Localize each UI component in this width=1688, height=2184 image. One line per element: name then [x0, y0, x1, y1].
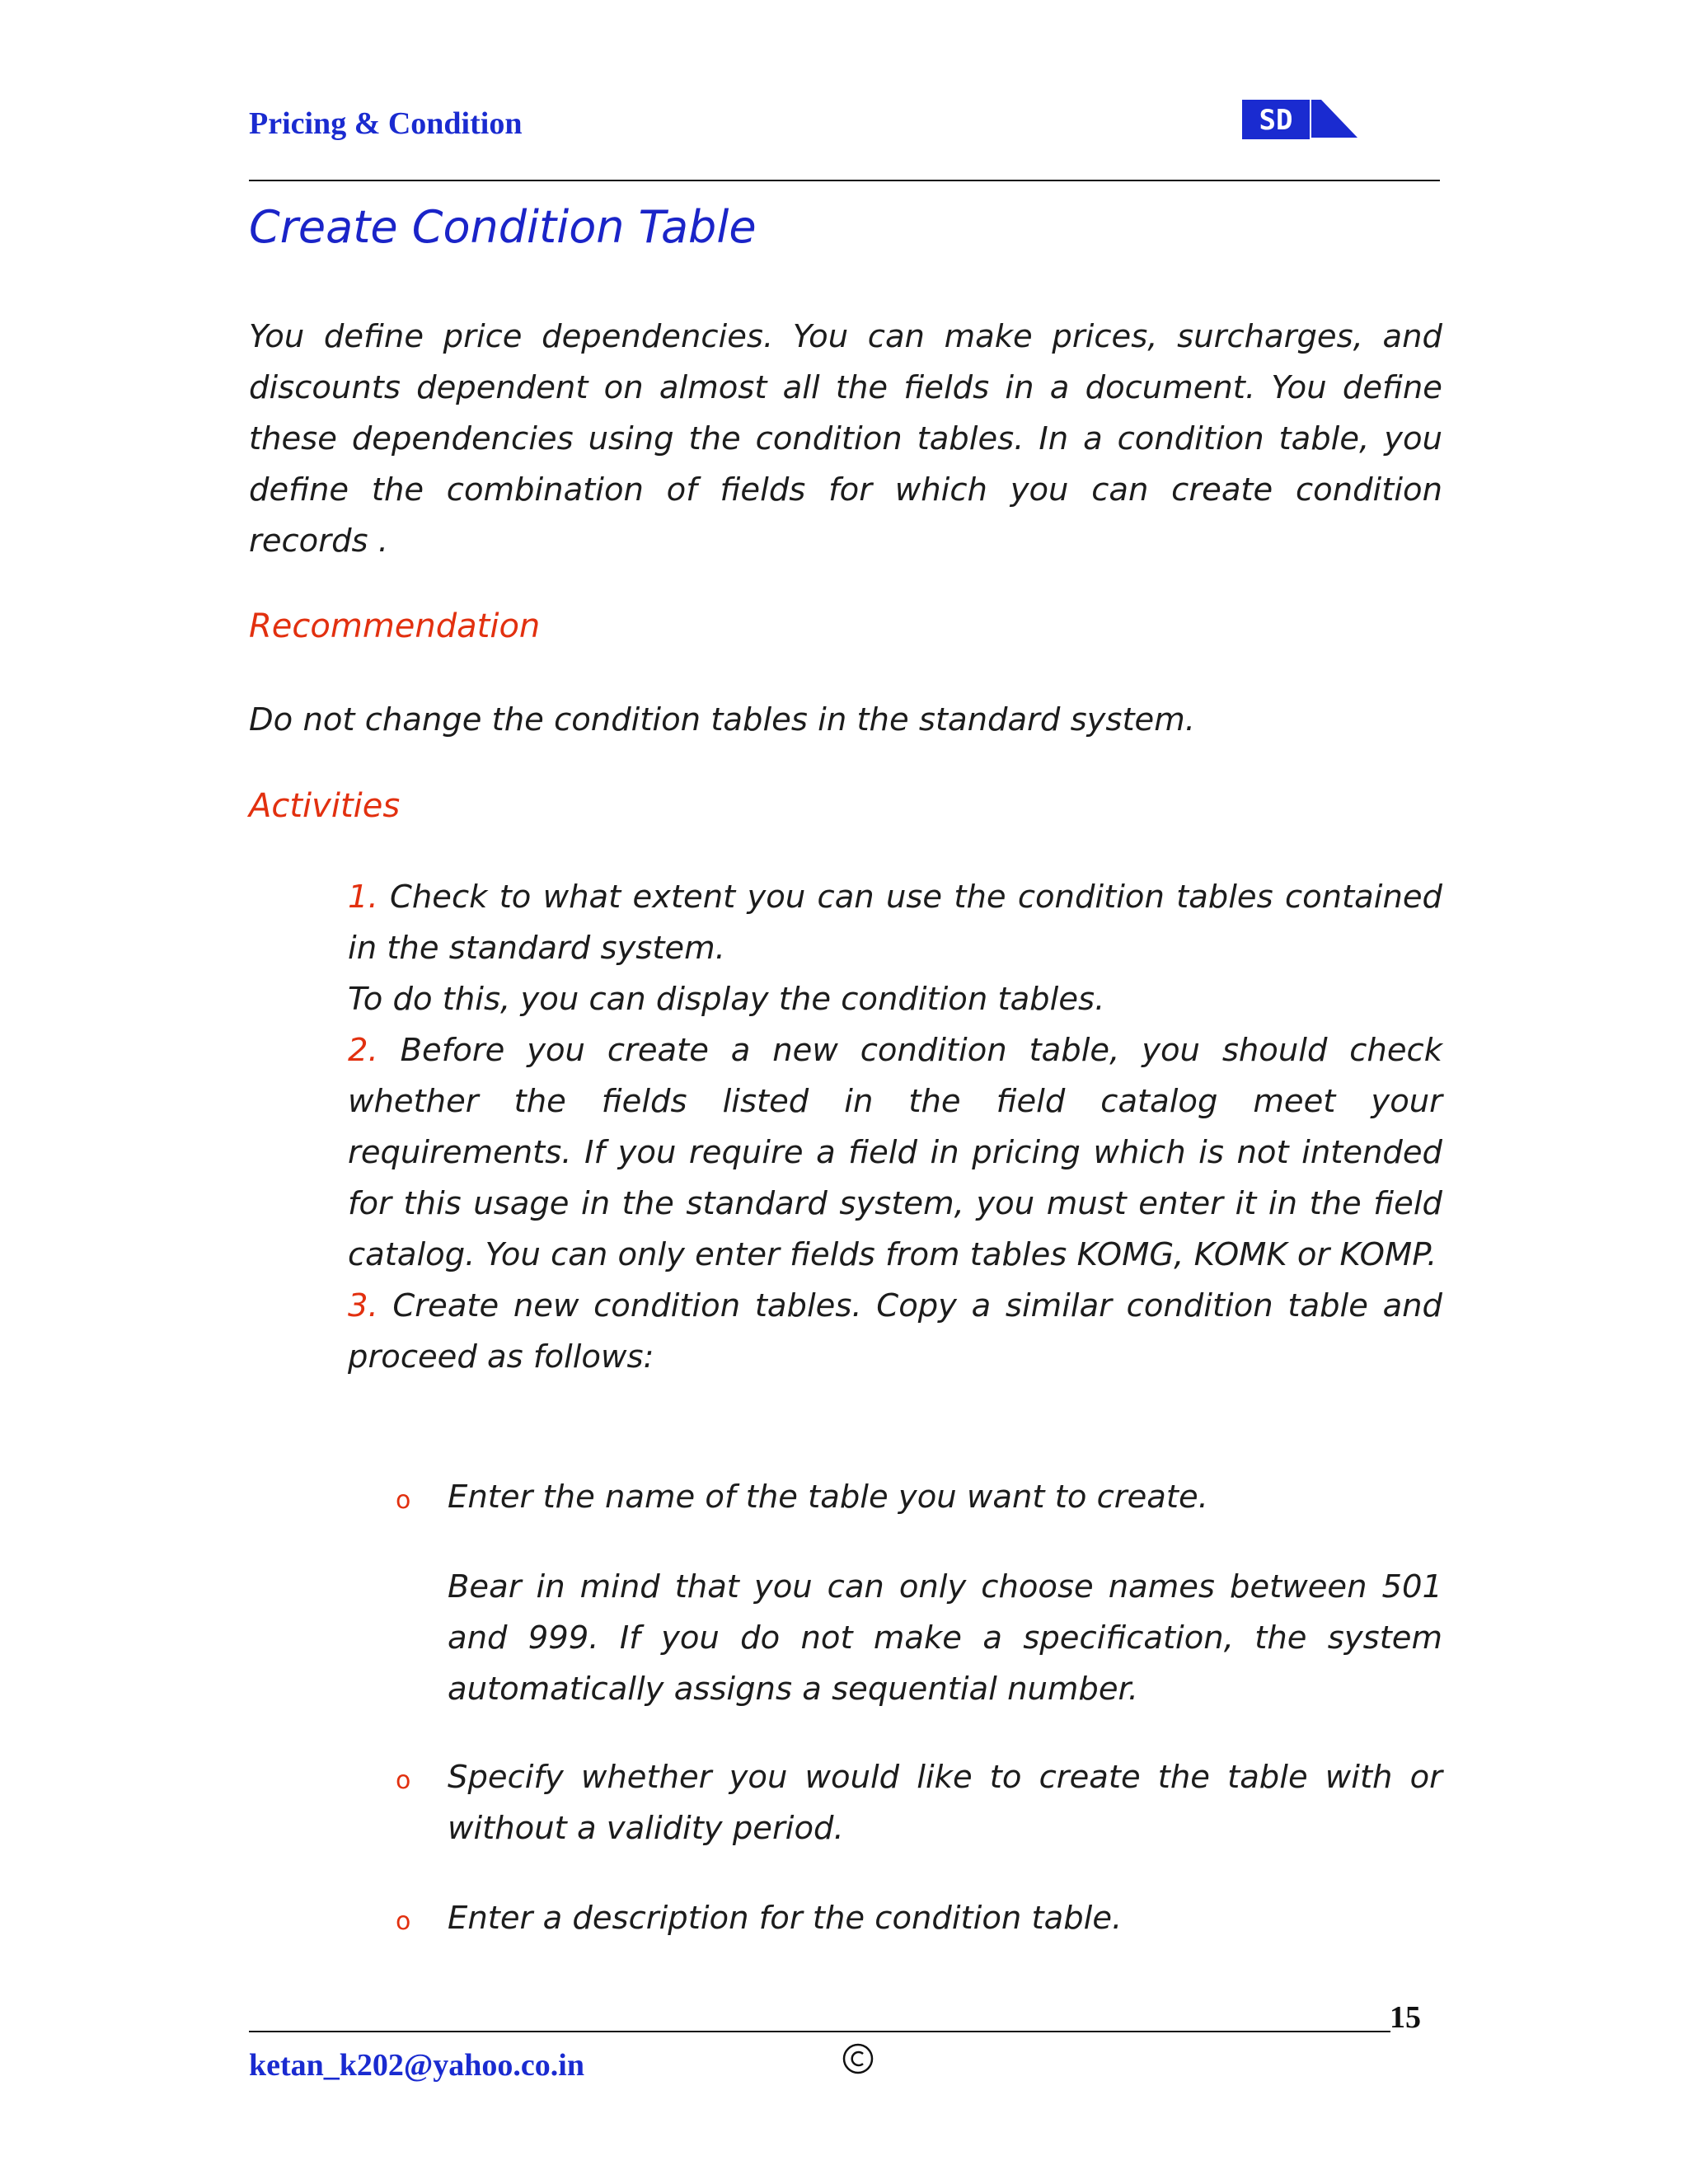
activities-list [348, 872, 1442, 1383]
bullet-item: Enter the name of the table you want to create. [448, 1479, 1208, 1516]
footer-divider [249, 2031, 1390, 2032]
bullet-marker-icon: o [396, 1766, 411, 1795]
step-text: Before you create a new condition table, you should check whether the fields listed in the field catalog meet your requirements. If you require a field in pricing which is not intended for this usage in the standard system, you must enter it in the field catalog. You can only enter fields from tables KOMG, KOMK or KOMP. [348, 1032, 1442, 1273]
activity-step-3 [348, 1281, 1442, 1383]
sd-logo-text: SD [1259, 104, 1293, 137]
bullet-item: Enter a description for the condition table. [448, 1900, 1123, 1937]
step-number: 3. [348, 1287, 378, 1324]
step-number: 2. [348, 1032, 378, 1069]
page-title: Create Condition Table [249, 201, 757, 253]
bullet-item-note: Bear in mind that you can only choose names between 501 and 999. If you do not make a specification, the system automatically assigns a sequential number. [448, 1568, 1442, 1708]
activities-heading: Activities [249, 787, 401, 825]
recommendation-heading: Recommendation [249, 607, 541, 645]
sd-logo [1242, 100, 1357, 139]
bullet-item: Specify whether you would like to create the table with or without a validity period. [448, 1759, 1442, 1847]
step-text: Check to what extent you can use the condition tables contained in the standard system. [348, 879, 1442, 967]
activity-step-1-note: To do this, you can display the condition tables. [348, 981, 1105, 1018]
intro-paragraph: You define price dependencies. You can make prices, surcharges, and discounts dependent on almost all the fields in a document. You define these dependencies using the condition tables. In a condition table, you define the combination of fields for which you can create condition records . [249, 318, 1442, 560]
header-divider [249, 180, 1440, 181]
footer-email-link[interactable]: ketan_k202@yahoo.co.in [249, 2048, 584, 2083]
copyright-icon [842, 2042, 874, 2075]
activity-step-2 [348, 1025, 1442, 1281]
bullet-marker-icon: o [396, 1486, 411, 1515]
step-number: 1. [348, 879, 378, 916]
activity-step-1 [348, 872, 1442, 974]
header-title: Pricing & Condition [249, 106, 523, 141]
recommendation-text: Do not change the condition tables in the standard system. [249, 701, 1195, 738]
bullet-marker-icon: o [396, 1907, 411, 1936]
step-text: Create new condition tables. Copy a similar condition table and proceed as follows: [348, 1287, 1442, 1376]
page-number: 15 [1390, 2000, 1421, 2035]
